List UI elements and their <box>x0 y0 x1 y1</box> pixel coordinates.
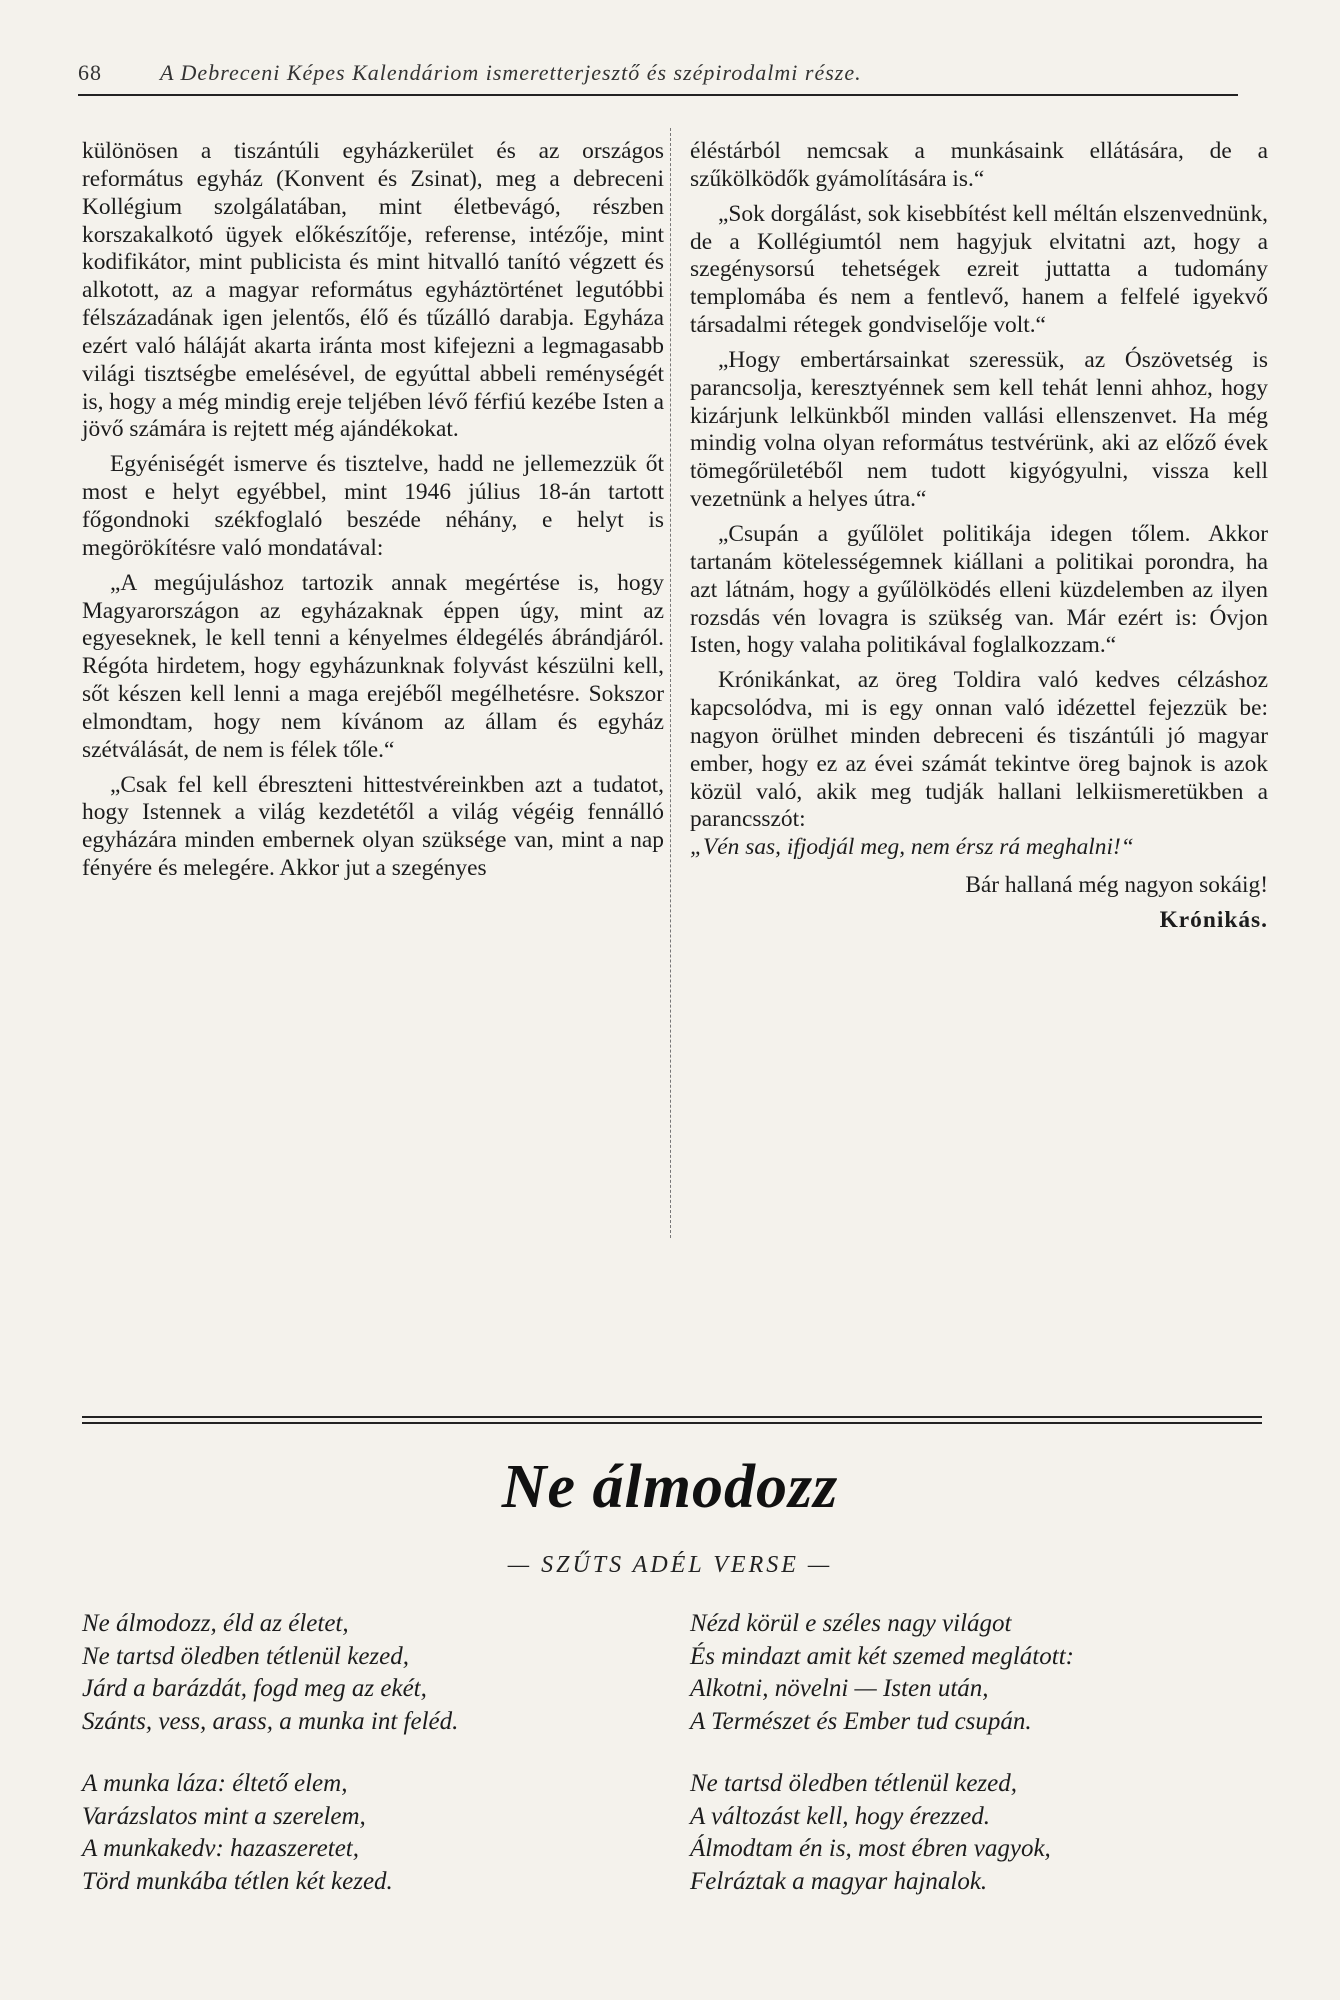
running-title: A Debreceni Képes Kalendáriom ismeretterjesztő és szépirodalmi része. <box>160 60 862 85</box>
verse-line: A munkakedv: hazaszeretet, <box>82 1835 360 1862</box>
quote-paragraph: „Sok dorgálást, sok kisebbítést kell méltán elszenvednünk, de a Kollégiumtól nem hagyjuk elvitatni azt, hogy a szegénysorsú tehetségek ezreit juttatta a tudomány templomába és nem a fentlevő, hanem a felfelé igyekvő társadalmi rétegek gondviselője volt.“ <box>690 200 1268 339</box>
verse-line: Nézd körül e széles nagy világot <box>690 1610 1012 1637</box>
quote-paragraph: „Csupán a gyűlölet politikája idegen tőlem. Akkor tartanám kötelességemnek kiállani a politikai porondra, ha azt látnám, hogy a gyűlölködés elleni küzdelemben az ilyen rozsdás vén lovagra is szükség van. Már ezért is: Óvjon Isten, hogy valaha politikával foglalkozzam.“ <box>690 520 1268 659</box>
verse-line: Felráztak a magyar hajnalok. <box>690 1867 988 1895</box>
poem-author: — SZŰTS ADÉL VERSE — <box>507 1552 833 1578</box>
verse-line: Ne tartsd öledben tétlenül kezed, <box>82 1642 410 1670</box>
verse-line: A változást kell, hogy érezzed. <box>690 1802 990 1830</box>
poem-stanza <box>690 1768 1051 1898</box>
verse-line: A Természet és Ember tud csupán. <box>690 1707 1032 1735</box>
poem-stanza <box>82 1768 393 1898</box>
article-left-column <box>82 138 664 883</box>
verse-line: Ne álmodozz, éld az életet, <box>82 1610 349 1637</box>
paragraph: Egyéniségét ismerve és tisztelve, hadd ne jellemezzük őt most e helyt egyébbel, mint 1946 július 18-án tartott főgondnoki székfoglaló beszéde néhány, e helyt is megörökítésre való mondatával: <box>82 451 664 561</box>
section-rule <box>82 1422 1262 1424</box>
verse-line: Alkotni, növelni — Isten után, <box>690 1675 989 1702</box>
quote-paragraph: „A megújuláshoz tartozik annak megértése is, hogy Magyarországon az egyházaknak éppen úgy, mint az egyeseknek, le kell tenni a kényelmes éldegélés ábrándjáról. Régóta hirdetem, hogy egyházunknak folyvást készülni kell, sőt készen kell lenni a maga erejéből megélhetésre. Sokszor elmondtam, hogy nem kívánom az állam és egyház szétválását, de nem is félek tőle.“ <box>82 569 664 763</box>
section-rule <box>82 1416 1262 1418</box>
paragraph: különösen a tiszántúli egyházkerület és az országos református egyház (Konvent és Zsinat), meg a debreceni Kollégium szolgálatában, mint életbevágó, részben korszakalkotó ügyek előkészítője, referense, intézője, mint kodifikátor, mint publicista és mint hitvalló tanító végzett és alkotott, az a magyar református egyháztörténet legutóbbi félszázadának igen jelentős, élő és tűzálló darabja. Egyháza ezért való háláját akarta iránta most kifejezni a legmagasabb világi tisztségbe emelésével, de egyúttal abbeli reménységét is, hogy a még mindig ereje teljében lévő férfiú kezébe Isten a jövő számára is rejtett még ajándékokat. <box>82 138 664 443</box>
signature: Krónikás. <box>1159 906 1268 933</box>
verse-line: Szánts, vess, arass, a munka int feléd. <box>82 1707 459 1735</box>
paragraph: éléstárból nemcsak a munkásaink ellátására, de a szűkölködők gyámolítására is.“ <box>690 138 1268 192</box>
running-header <box>78 60 1238 96</box>
verse-line: És mindazt amit két szemed meglátott: <box>690 1642 1074 1670</box>
poem-stanza <box>690 1608 1074 1738</box>
closing-line: Bár hallaná még nagyon sokáig! <box>965 872 1268 899</box>
verse-line: Törd munkába tétlen két kezed. <box>82 1867 393 1895</box>
article-right-column <box>690 138 1268 935</box>
column-divider <box>670 128 672 1238</box>
page-number: 68 <box>78 60 102 85</box>
verse-line: Ne tartsd öledben tétlenül kezed, <box>690 1770 1018 1797</box>
poem-title: Ne álmodozz <box>501 1453 839 1521</box>
quote-paragraph: „Hogy embertársainkat szeressük, az Ószövetség is parancsolja, keresztyénnek sem kell tehát lenni ahhoz, hogy kizárjunk lelkünkből minden vallási ellenszenvet. Ha még mindig volna olyan református testvérünk, aki az előző évek tömegőrületéből nem tudott kigyógyulni, vissza kell vezetnünk a helyes útra.“ <box>690 346 1268 513</box>
verse-line: Járd a barázdát, fogd meg az ekét, <box>82 1675 427 1702</box>
paragraph: Krónikánkat, az öreg Toldira való kedves célzáshoz kapcsolódva, mi is egy onnan való idézettel fejezzük be: nagyon örülhet minden debreceni és tiszántúli jó magyar ember, hogy ez az évei számát tekintve öreg bajnok is azok közül való, akik meg tudják hallani lelkiismeretükben a parancsszót: <box>690 667 1268 833</box>
toldi-quote: „Vén sas, ifjodjál meg, nem érsz rá meghalni!“ <box>690 834 1134 861</box>
verse-line: A munka láza: éltető elem, <box>82 1770 348 1797</box>
quote-paragraph: „Csak fel kell ébreszteni hittestvéreinkben azt a tudatot, hogy Istennek a világ kezdetétől a világ végéig fennálló egyházára minden embernek olyan szüksége van, mint a nap fényére és melegére. Akkor jut a szegényes <box>82 771 664 882</box>
verse-line: Álmodtam én is, most ébren vagyok, <box>690 1835 1051 1862</box>
verse-line: Varázslatos mint a szerelem, <box>82 1802 366 1830</box>
poem-stanza <box>82 1608 458 1738</box>
